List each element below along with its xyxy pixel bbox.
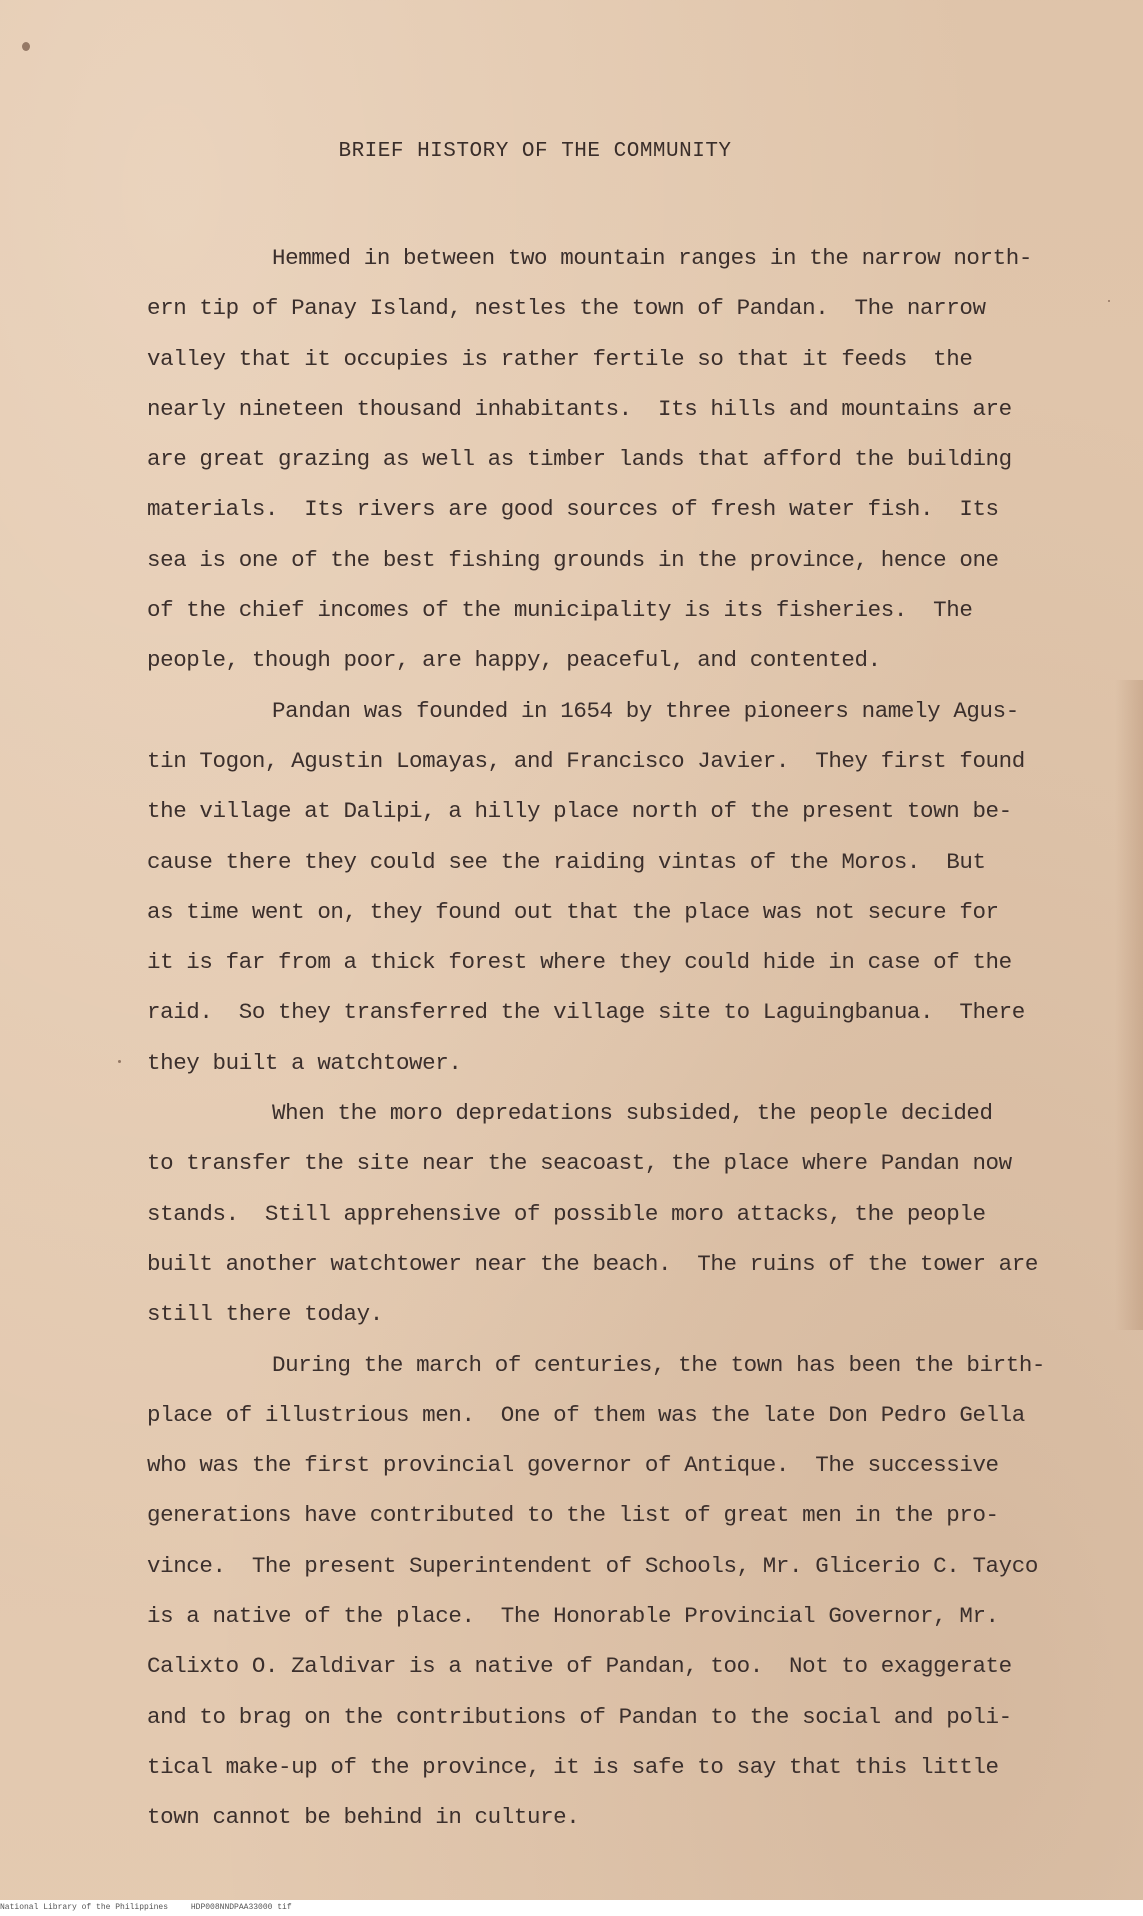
text-line: who was the first provincial governor of Antique. The successive [147, 1452, 999, 1479]
text-line: place of illustrious men. One of them was the late Don Pedro Gella [147, 1401, 1025, 1428]
text-line: tical make-up of the province, it is safe to say that this little [147, 1753, 999, 1780]
text-line: sea is one of the best fishing grounds in the province, hence one [147, 546, 999, 573]
text-line: they built a watchtower. [147, 1049, 462, 1076]
text-line: nearly nineteen thousand inhabitants. Its hills and mountains are [147, 395, 1012, 422]
text-line: materials. Its rivers are good sources of fresh water fish. Its [147, 496, 999, 523]
text-line: people, though poor, are happy, peaceful, and contented. [147, 647, 881, 674]
text-line: Pandan was founded in 1654 by three pioneers namely Agus- [272, 697, 1019, 724]
text-line: are great grazing as well as timber lands that afford the building [147, 446, 1012, 473]
text-line: the village at Dalipi, a hilly place north of the present town be- [147, 798, 1012, 825]
paper-speck [1108, 300, 1110, 302]
text-line: vince. The present Superintendent of Schools, Mr. Glicerio C. Tayco [147, 1552, 1038, 1579]
text-line: stands. Still apprehensive of possible moro attacks, the people [147, 1200, 986, 1227]
paper-speck [22, 42, 30, 51]
text-line: Calixto O. Zaldivar is a native of Pandan, too. Not to exaggerate [147, 1653, 1012, 1680]
text-line: town cannot be behind in culture. [147, 1804, 580, 1831]
text-line: When the moro depredations subsided, the people decided [272, 1100, 993, 1127]
text-line: is a native of the place. The Honorable Provincial Governor, Mr. [147, 1603, 999, 1630]
text-line: still there today. [147, 1301, 383, 1328]
text-line: tin Togon, Agustin Lomayas, and Francisco Javier. They first found [147, 747, 1025, 774]
text-line: valley that it occupies is rather fertile so that it feeds the [147, 345, 973, 372]
text-line: cause there they could see the raiding vintas of the Moros. But [147, 848, 986, 875]
paper-speck [118, 1060, 121, 1063]
document-body [147, 233, 1046, 1843]
footer-file-label: HDP008NNDPAA33000 tif [190, 1903, 292, 1912]
text-line: During the march of centuries, the town has been the birth- [272, 1351, 1046, 1378]
footer-source-label: National Library of the Philippines [0, 1903, 169, 1912]
text-line: ern tip of Panay Island, nestles the town of Pandan. The narrow [147, 295, 986, 322]
text-line: Hemmed in between two mountain ranges in the narrow north- [272, 245, 1032, 271]
text-line: it is far from a thick forest where they could hide in case of the [147, 949, 1012, 976]
text-line: raid. So they transferred the village site to Laguingbanua. There [147, 999, 1025, 1026]
text-line: as time went on, they found out that the place was not secure for [147, 898, 999, 925]
text-line: to transfer the site near the seacoast, the place where Pandan now [147, 1150, 1012, 1177]
text-line: and to brag on the contributions of Pandan to the social and poli- [147, 1703, 1012, 1730]
document-title: BRIEF HISTORY OF THE COMMUNITY [338, 140, 732, 163]
scan-footer [0, 1900, 1143, 1916]
text-line: built another watchtower near the beach. The ruins of the tower are [147, 1250, 1038, 1277]
text-line: generations have contributed to the list of great men in the pro- [147, 1502, 999, 1529]
text-line: of the chief incomes of the municipality is its fisheries. The [147, 597, 973, 624]
